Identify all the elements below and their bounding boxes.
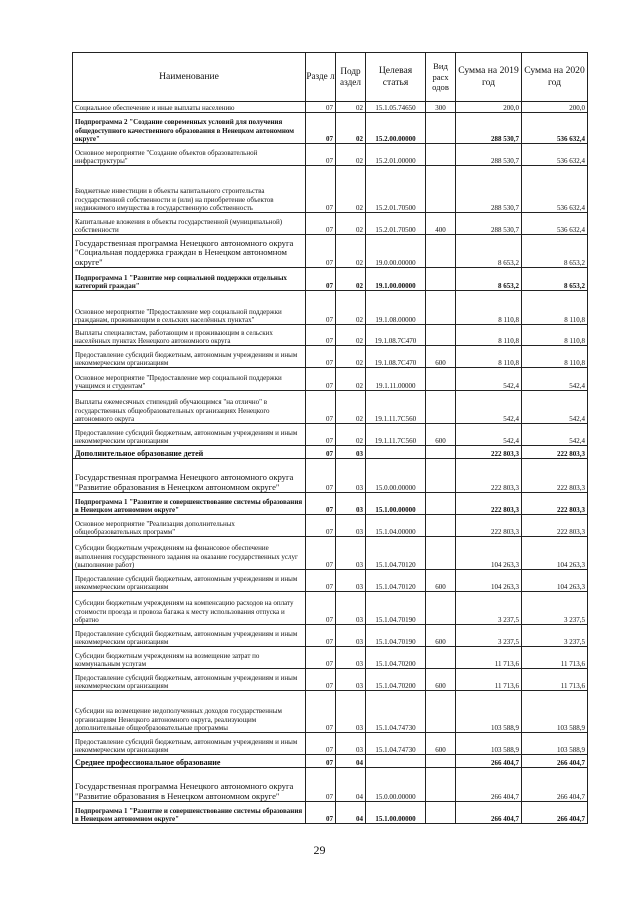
table-row — [73, 446, 588, 459]
cell-target-article: 15.2.01.00000 — [366, 144, 426, 166]
cell-name: Субсидии на возмещение недополученных доходов государственным организациям Ненецкого автономного округа, реализующим дополнительные общеобразовательные программы — [73, 691, 306, 733]
header-sum-2019: Сумма на 2019 год — [456, 53, 522, 102]
cell-sum-2020: 103 588,9 — [522, 691, 588, 733]
cell-subsection: 03 — [336, 691, 366, 733]
cell-section: 07 — [306, 669, 336, 691]
table-row — [73, 691, 588, 733]
cell-expense-type: 600 — [426, 669, 456, 691]
cell-sum-2019: 542,4 — [456, 368, 522, 391]
cell-sum-2019: 8 110,8 — [456, 325, 522, 346]
cell-subsection: 03 — [336, 733, 366, 755]
cell-subsection: 02 — [336, 166, 366, 213]
table-row — [73, 537, 588, 570]
cell-name: Среднее профессиональное образование — [73, 755, 306, 768]
cell-expense-type — [426, 446, 456, 459]
table-row — [73, 459, 588, 493]
cell-name: Социальное обеспечение и иные выплаты населению — [73, 102, 306, 113]
cell-target-article: 15.1.04.74730 — [366, 733, 426, 755]
cell-section: 07 — [306, 213, 336, 235]
cell-target-article — [366, 755, 426, 768]
cell-sum-2020: 536 632,4 — [522, 213, 588, 235]
cell-subsection: 02 — [336, 268, 366, 291]
cell-sum-2019: 542,4 — [456, 391, 522, 424]
page-number: 29 — [313, 843, 326, 857]
cell-name: Предоставление субсидий бюджетным, автономным учреждениям и иным некоммерческим организациям — [73, 346, 306, 368]
table-row — [73, 802, 588, 824]
cell-name: Дополнительное образование детей — [73, 446, 306, 459]
cell-section: 07 — [306, 592, 336, 625]
cell-section: 07 — [306, 424, 336, 446]
cell-target-article: 15.1.00.00000 — [366, 802, 426, 824]
cell-sum-2020: 104 263,3 — [522, 537, 588, 570]
cell-subsection: 03 — [336, 592, 366, 625]
cell-name: Выплаты специалистам, работающим и проживающим в сельских населённых пунктах Ненецкого автономного округа — [73, 325, 306, 346]
cell-expense-type — [426, 291, 456, 325]
cell-sum-2020: 536 632,4 — [522, 144, 588, 166]
cell-section: 07 — [306, 391, 336, 424]
cell-subsection: 02 — [336, 113, 366, 144]
cell-expense-type — [426, 325, 456, 346]
cell-expense-type — [426, 268, 456, 291]
table-body — [73, 102, 588, 824]
cell-target-article — [366, 446, 426, 459]
cell-subsection: 02 — [336, 346, 366, 368]
cell-sum-2020: 542,4 — [522, 424, 588, 446]
cell-expense-type: 400 — [426, 213, 456, 235]
cell-sum-2019: 8 110,8 — [456, 346, 522, 368]
cell-sum-2020: 266 404,7 — [522, 755, 588, 768]
cell-subsection: 04 — [336, 755, 366, 768]
cell-sum-2020: 222 803,3 — [522, 446, 588, 459]
table-row — [73, 235, 588, 268]
cell-subsection: 03 — [336, 570, 366, 592]
cell-name: Капитальные вложения в объекты государственной (муниципальной) собственности — [73, 213, 306, 235]
cell-target-article: 19.1.08.7С470 — [366, 346, 426, 368]
cell-target-article: 15.2.00.00000 — [366, 113, 426, 144]
cell-target-article: 15.0.00.00000 — [366, 768, 426, 802]
cell-section: 07 — [306, 733, 336, 755]
cell-subsection: 02 — [336, 424, 366, 446]
cell-section: 07 — [306, 691, 336, 733]
cell-expense-type: 600 — [426, 733, 456, 755]
cell-expense-type — [426, 537, 456, 570]
cell-name: Подпрограмма 1 "Развитие и совершенствование системы образования в Ненецком автономном округе" — [73, 493, 306, 515]
header-subsection: Подр аздел — [336, 53, 366, 102]
cell-expense-type — [426, 755, 456, 768]
table-row — [73, 291, 588, 325]
cell-section: 07 — [306, 291, 336, 325]
cell-sum-2020: 3 237,5 — [522, 592, 588, 625]
table-row — [73, 368, 588, 391]
header-row — [73, 53, 588, 102]
cell-expense-type: 600 — [426, 570, 456, 592]
cell-target-article: 15.1.04.70200 — [366, 647, 426, 669]
cell-sum-2019: 3 237,5 — [456, 625, 522, 647]
cell-name: Бюджетные инвестиции в объекты капитального строительства государственной собственности и (или) на приобретение объектов недвижимого имущества в государственную собственность — [73, 166, 306, 213]
cell-expense-type — [426, 768, 456, 802]
table-row — [73, 144, 588, 166]
cell-sum-2020: 11 713,6 — [522, 669, 588, 691]
table-row — [73, 515, 588, 537]
cell-expense-type: 300 — [426, 102, 456, 113]
cell-expense-type — [426, 235, 456, 268]
cell-section: 07 — [306, 647, 336, 669]
cell-sum-2019: 288 530,7 — [456, 166, 522, 213]
cell-sum-2019: 104 263,3 — [456, 537, 522, 570]
cell-sum-2019: 288 530,7 — [456, 144, 522, 166]
cell-name: Государственная программа Ненецкого автономного округа "Развитие образования в Ненецком автономном округе" — [73, 459, 306, 493]
cell-section: 07 — [306, 346, 336, 368]
cell-sum-2019: 11 713,6 — [456, 669, 522, 691]
table-row — [73, 391, 588, 424]
cell-sum-2019: 266 404,7 — [456, 768, 522, 802]
cell-target-article: 15.1.04.70190 — [366, 625, 426, 647]
cell-name: Основное мероприятие "Предоставление мер социальной поддержки учащимся и студентам" — [73, 368, 306, 391]
header-target-article: Целевая статья — [366, 53, 426, 102]
cell-section: 07 — [306, 768, 336, 802]
cell-target-article: 15.1.04.74730 — [366, 691, 426, 733]
cell-sum-2019: 542,4 — [456, 424, 522, 446]
cell-expense-type — [426, 113, 456, 144]
cell-name: Предоставление субсидий бюджетным, автономным учреждениям и иным некоммерческим организациям — [73, 424, 306, 446]
cell-name: Предоставление субсидий бюджетным, автономным учреждениям и иным некоммерческим организациям — [73, 733, 306, 755]
cell-section: 07 — [306, 166, 336, 213]
table-row — [73, 647, 588, 669]
cell-sum-2020: 536 632,4 — [522, 166, 588, 213]
table-row — [73, 213, 588, 235]
cell-subsection: 04 — [336, 802, 366, 824]
cell-sum-2020: 8 110,8 — [522, 346, 588, 368]
table-row — [73, 102, 588, 113]
cell-subsection: 02 — [336, 213, 366, 235]
cell-subsection: 03 — [336, 647, 366, 669]
cell-expense-type — [426, 691, 456, 733]
cell-name: Предоставление субсидий бюджетным, автономным учреждениям и иным некоммерческим организациям — [73, 625, 306, 647]
cell-expense-type — [426, 493, 456, 515]
table-row — [73, 768, 588, 802]
cell-sum-2020: 542,4 — [522, 391, 588, 424]
cell-target-article: 15.1.04.00000 — [366, 515, 426, 537]
table-row — [73, 592, 588, 625]
cell-section: 07 — [306, 268, 336, 291]
cell-target-article: 15.1.04.70120 — [366, 570, 426, 592]
cell-target-article: 15.1.04.70190 — [366, 592, 426, 625]
table-row — [73, 424, 588, 446]
cell-sum-2019: 3 237,5 — [456, 592, 522, 625]
cell-target-article: 15.2.01.70500 — [366, 166, 426, 213]
cell-expense-type — [426, 144, 456, 166]
cell-sum-2019: 222 803,3 — [456, 493, 522, 515]
cell-subsection: 03 — [336, 515, 366, 537]
table-row — [73, 493, 588, 515]
cell-name: Государственная программа Ненецкого автономного округа "Развитие образования в Ненецком автономном округе" — [73, 768, 306, 802]
cell-name: Государственная программа Ненецкого автономного округа "Социальная поддержка граждан в Ненецком автономном округе" — [73, 235, 306, 268]
cell-target-article: 15.1.04.70120 — [366, 537, 426, 570]
cell-expense-type — [426, 647, 456, 669]
cell-expense-type: 600 — [426, 625, 456, 647]
cell-name: Основное мероприятие "Создание объектов образовательной инфраструктуры" — [73, 144, 306, 166]
cell-sum-2020: 11 713,6 — [522, 647, 588, 669]
cell-subsection: 02 — [336, 368, 366, 391]
budget-table — [72, 52, 588, 824]
cell-sum-2020: 3 237,5 — [522, 625, 588, 647]
cell-sum-2019: 288 530,7 — [456, 213, 522, 235]
table-row — [73, 325, 588, 346]
cell-section: 07 — [306, 625, 336, 647]
table-row — [73, 346, 588, 368]
cell-name: Субсидии бюджетным учреждениям на возмещение затрат по коммунальным услугам — [73, 647, 306, 669]
cell-expense-type — [426, 592, 456, 625]
cell-expense-type — [426, 515, 456, 537]
cell-subsection: 02 — [336, 102, 366, 113]
cell-section: 07 — [306, 802, 336, 824]
cell-subsection: 02 — [336, 291, 366, 325]
cell-sum-2020: 104 263,3 — [522, 570, 588, 592]
header-section: Разде л — [306, 53, 336, 102]
cell-expense-type: 600 — [426, 424, 456, 446]
cell-section: 07 — [306, 446, 336, 459]
cell-sum-2019: 8 653,2 — [456, 235, 522, 268]
cell-subsection: 03 — [336, 669, 366, 691]
cell-name: Субсидии бюджетным учреждениям на компенсацию расходов на оплату стоимости проезда и провоза багажа к месту использования отпуска и обратно — [73, 592, 306, 625]
table-row — [73, 625, 588, 647]
header-expense-type: Вид расх одов — [426, 53, 456, 102]
cell-target-article: 15.1.00.00000 — [366, 493, 426, 515]
cell-subsection: 03 — [336, 537, 366, 570]
cell-sum-2020: 222 803,3 — [522, 493, 588, 515]
cell-target-article: 19.1.11.7С560 — [366, 391, 426, 424]
cell-name: Предоставление субсидий бюджетным, автономным учреждениям и иным некоммерческим организациям — [73, 669, 306, 691]
cell-subsection: 03 — [336, 446, 366, 459]
table-row — [73, 166, 588, 213]
cell-sum-2019: 266 404,7 — [456, 755, 522, 768]
cell-expense-type — [426, 459, 456, 493]
cell-sum-2020: 536 632,4 — [522, 113, 588, 144]
table-row — [73, 268, 588, 291]
cell-sum-2019: 222 803,3 — [456, 459, 522, 493]
cell-sum-2019: 11 713,6 — [456, 647, 522, 669]
cell-section: 07 — [306, 325, 336, 346]
cell-sum-2020: 8 110,8 — [522, 291, 588, 325]
cell-section: 07 — [306, 235, 336, 268]
cell-sum-2019: 266 404,7 — [456, 802, 522, 824]
cell-target-article: 15.0.00.00000 — [366, 459, 426, 493]
cell-sum-2020: 222 803,3 — [522, 515, 588, 537]
table-row — [73, 733, 588, 755]
cell-sum-2020: 200,0 — [522, 102, 588, 113]
cell-subsection: 03 — [336, 459, 366, 493]
cell-sum-2020: 266 404,7 — [522, 802, 588, 824]
cell-sum-2019: 104 263,3 — [456, 570, 522, 592]
cell-section: 07 — [306, 570, 336, 592]
cell-expense-type — [426, 802, 456, 824]
cell-target-article: 19.1.08.00000 — [366, 291, 426, 325]
cell-section: 07 — [306, 368, 336, 391]
cell-sum-2019: 288 530,7 — [456, 113, 522, 144]
cell-sum-2020: 266 404,7 — [522, 768, 588, 802]
cell-expense-type — [426, 391, 456, 424]
cell-subsection: 03 — [336, 625, 366, 647]
cell-section: 07 — [306, 493, 336, 515]
cell-expense-type — [426, 166, 456, 213]
cell-sum-2020: 103 588,9 — [522, 733, 588, 755]
cell-sum-2020: 222 803,3 — [522, 459, 588, 493]
header-sum-2020: Сумма на 2020 год — [522, 53, 588, 102]
cell-sum-2019: 222 803,3 — [456, 446, 522, 459]
cell-target-article: 19.1.11.7С560 — [366, 424, 426, 446]
cell-name: Основное мероприятие "Предоставление мер социальной поддержки гражданам, проживающим в сельских населённых пунктах" — [73, 291, 306, 325]
cell-section: 07 — [306, 113, 336, 144]
cell-sum-2020: 8 653,2 — [522, 268, 588, 291]
cell-expense-type: 600 — [426, 346, 456, 368]
cell-sum-2019: 8 110,8 — [456, 291, 522, 325]
cell-section: 07 — [306, 755, 336, 768]
table-row — [73, 669, 588, 691]
cell-name: Субсидии бюджетным учреждениям на финансовое обеспечение выполнения государственного задания на оказание государственных услуг (выполнение работ) — [73, 537, 306, 570]
cell-section: 07 — [306, 102, 336, 113]
cell-subsection: 02 — [336, 391, 366, 424]
cell-section: 07 — [306, 144, 336, 166]
table-row — [73, 570, 588, 592]
cell-target-article: 15.2.01.70500 — [366, 213, 426, 235]
cell-section: 07 — [306, 537, 336, 570]
cell-sum-2020: 542,4 — [522, 368, 588, 391]
table-header — [73, 53, 588, 102]
table-row — [73, 755, 588, 768]
cell-name: Подпрограмма 1 "Развитие мер социальной поддержки отдельных категорий граждан" — [73, 268, 306, 291]
cell-sum-2019: 103 588,9 — [456, 691, 522, 733]
table-row — [73, 113, 588, 144]
cell-target-article: 19.1.08.7С470 — [366, 325, 426, 346]
cell-target-article: 15.1.05.74650 — [366, 102, 426, 113]
cell-section: 07 — [306, 459, 336, 493]
cell-subsection: 02 — [336, 325, 366, 346]
cell-target-article: 19.1.11.00000 — [366, 368, 426, 391]
cell-target-article: 19.1.00.00000 — [366, 268, 426, 291]
cell-sum-2019: 200,0 — [456, 102, 522, 113]
cell-expense-type — [426, 368, 456, 391]
cell-name: Подпрограмма 2 "Создание современных условий для получения общедоступного качественного образования в Ненецком автономном округе" — [73, 113, 306, 144]
cell-name: Основное мероприятие "Реализация дополнительных общеобразовательных программ" — [73, 515, 306, 537]
cell-subsection: 02 — [336, 235, 366, 268]
cell-subsection: 04 — [336, 768, 366, 802]
cell-target-article: 15.1.04.70200 — [366, 669, 426, 691]
cell-name: Выплаты ежемесячных стипендий обучающимся "на отлично" в государственных общеобразовательных организациях Ненецкого автономного округа — [73, 391, 306, 424]
cell-sum-2019: 222 803,3 — [456, 515, 522, 537]
cell-sum-2019: 103 588,9 — [456, 733, 522, 755]
cell-sum-2020: 8 110,8 — [522, 325, 588, 346]
cell-name: Подпрограмма 1 "Развитие и совершенствование системы образования в Ненецком автономном округе" — [73, 802, 306, 824]
cell-target-article: 19.0.00.00000 — [366, 235, 426, 268]
cell-sum-2019: 8 653,2 — [456, 268, 522, 291]
cell-name: Предоставление субсидий бюджетным, автономным учреждениям и иным некоммерческим организациям — [73, 570, 306, 592]
header-name: Наименование — [73, 53, 306, 102]
cell-subsection: 03 — [336, 493, 366, 515]
cell-subsection: 02 — [336, 144, 366, 166]
cell-section: 07 — [306, 515, 336, 537]
cell-sum-2020: 8 653,2 — [522, 235, 588, 268]
